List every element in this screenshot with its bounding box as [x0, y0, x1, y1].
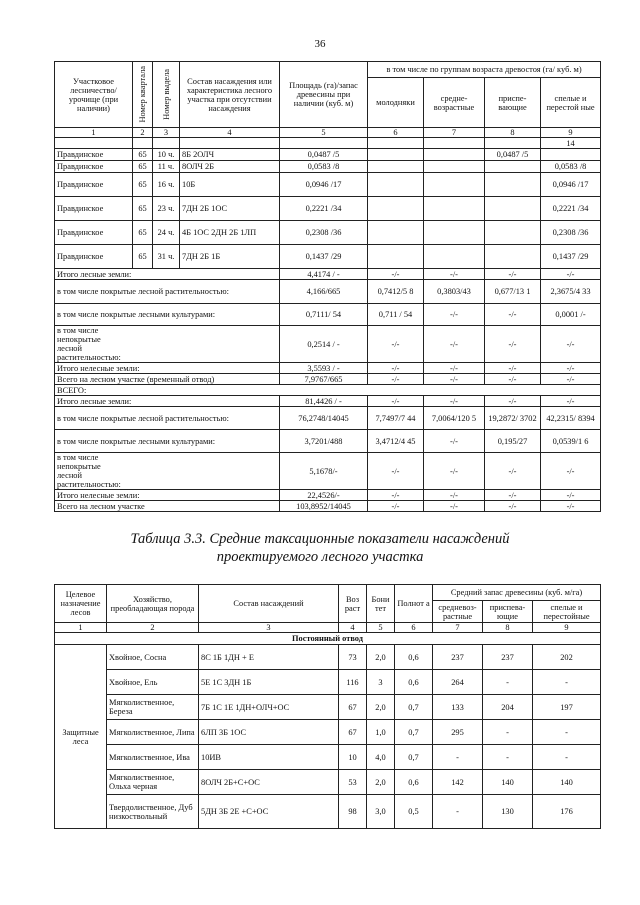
- header-bonitet: Бони тет: [367, 585, 395, 623]
- header-age: Воз раст: [339, 585, 367, 623]
- header-composition: Состав насаждения или характеристика лесного участка при отсутствии насаждения: [180, 62, 280, 128]
- summary-row: в том числе покрытые лесными культурами: 0,7111/ 54 0,711 / 54 -/- -/- 0,0001 /-: [55, 304, 601, 326]
- header-species: Хозяйство, преобладающая порода: [107, 585, 199, 623]
- total-row: Итого нелесные земли: 22,4526/- -/- -/- -/- -/-: [55, 490, 601, 501]
- header-middle: средневоз-растные: [433, 601, 483, 623]
- total-row: в том числе покрытые лесной растительностью: 76,2748/14045 7,7497/7 44 7,0064/120 5 19,2872/ 3702 42,2315/ 8394: [55, 407, 601, 430]
- table-row: Хвойное, Ель 5Е 1С 3ДН 1Б 116 3 0,6 264 - -: [55, 670, 601, 695]
- header-young: молодняки: [368, 78, 424, 128]
- column-numbers: 1 2 3 4 5 6 7 8 9: [55, 623, 601, 633]
- page-number: 36: [314, 38, 326, 50]
- table-row: Правдинское 65 24 ч. 4Б 1ОС 2ДН 2Б 1ЛП 0,2308 /36 0,2308 /36: [55, 221, 601, 245]
- header-quarter: Номер квартала: [133, 62, 153, 128]
- header-mature: спелые и перестойные: [533, 601, 601, 623]
- table-row: Твердолиственное, Дуб низкоствольный 5ДН 3Б 2Е +С+ОС 98 3,0 0,5 - 130 176: [55, 795, 601, 829]
- table-caption: Таблица 3.3. Средние таксационные показатели насаждений проектируемого лесного участка: [130, 531, 510, 565]
- total-row: в том числе непокрытые лесной растительностью: 5,1678/- -/- -/- -/- -/-: [55, 453, 601, 490]
- total-row: в том числе покрытые лесными культурами: 3,7201/488 3,4712/4 45 -/- 0,195/27 0,0539/1 6: [55, 430, 601, 453]
- header-stock: Средний запас древесины (куб. м/га): [433, 585, 601, 601]
- total-row: Итого лесные земли: 81,4426 / - -/- -/- -/- -/-: [55, 396, 601, 407]
- table-row: Правдинское 65 11 ч. 8ОЛЧ 2Б 0,0583 /8 0,0583 /8: [55, 161, 601, 173]
- table-row: 14: [55, 138, 601, 149]
- header-district: Участковое лесничество/ урочище (при наличии): [55, 62, 133, 128]
- header-maturing: приспева-ющие: [483, 601, 533, 623]
- summary-row: Итого нелесные земли: 3,5593 / - -/- -/- -/- -/-: [55, 363, 601, 374]
- purpose-cell: Защитные леса: [55, 645, 107, 829]
- total-header-row: ВСЕГО:: [55, 385, 601, 396]
- summary-row: Всего на лесном участке (временный отвод) 7,9767/665 -/- -/- -/- -/-: [55, 374, 601, 385]
- header-density: Полнот а: [395, 585, 433, 623]
- header-section: Номер выдела: [153, 62, 180, 128]
- header-mature: спелые и перестой ные: [541, 78, 601, 128]
- table-row: Правдинское 65 10 ч. 8Б 2ОЛЧ 0,0487 /5 0,0487 /5: [55, 149, 601, 161]
- table-row: Мягколиственное, Ива 10ИВ 10 4,0 0,7 - - -: [55, 745, 601, 770]
- table-row: Правдинское 65 23 ч. 7ДН 2Б 1ОС 0,2221 /34 0,2221 /34: [55, 197, 601, 221]
- header-composition: Состав насаждений: [199, 585, 339, 623]
- table-row: Мягколиственное, Береза 7Б 1С 1Е 1ДН+ОЛЧ+ОС 67 2,0 0,7 133 204 197: [55, 695, 601, 720]
- column-numbers: 1 2 3 4 5 6 7 8 9: [55, 128, 601, 138]
- summary-row: в том числе покрытые лесной растительностью: 4,166/665 0,7412/5 8 0,3803/43 0,677/13 1 2,3675/4 33: [55, 280, 601, 304]
- summary-row: Итого лесные земли: 4,4174 / - -/- -/- -/- -/-: [55, 269, 601, 280]
- forest-plot-table: [54, 61, 601, 512]
- header-middle: средне-возрастные: [424, 78, 485, 128]
- header-maturing: приспе-вающие: [485, 78, 541, 128]
- header-age-groups: в том числе по группам возраста древостоя (га/ куб. м): [368, 62, 601, 78]
- header-area: Площадь (га)/запас древесины при наличии (куб. м): [280, 62, 368, 128]
- taxation-indicators-table: [54, 584, 601, 829]
- table-row: Мягколиственное, Липа 6ЛП 3Б 1ОС 67 1,0 0,7 295 - -: [55, 720, 601, 745]
- total-row: Всего на лесном участке 103,8952/14045 -/- -/- -/- -/-: [55, 501, 601, 512]
- table-row: Правдинское 65 16 ч. 10Б 0,0946 /17 0,0946 /17: [55, 173, 601, 197]
- summary-row: в том числе непокрытые лесной растительностью: 0,2514 / - -/- -/- -/- -/-: [55, 326, 601, 363]
- section-row: Постоянный отвод: [55, 633, 601, 645]
- table-row: Защитные леса Хвойное, Сосна 8С 1Б 1ДН + Е 73 2,0 0,6 237 237 202: [55, 645, 601, 670]
- table-row: Мягколиственное, Ольха черная 8ОЛЧ 2Б+С+ОС 53 2,0 0,6 142 140 140: [55, 770, 601, 795]
- table-row: Правдинское 65 31 ч. 7ДН 2Б 1Б 0,1437 /29 0,1437 /29: [55, 245, 601, 269]
- header-purpose: Целевое назначение лесов: [55, 585, 107, 623]
